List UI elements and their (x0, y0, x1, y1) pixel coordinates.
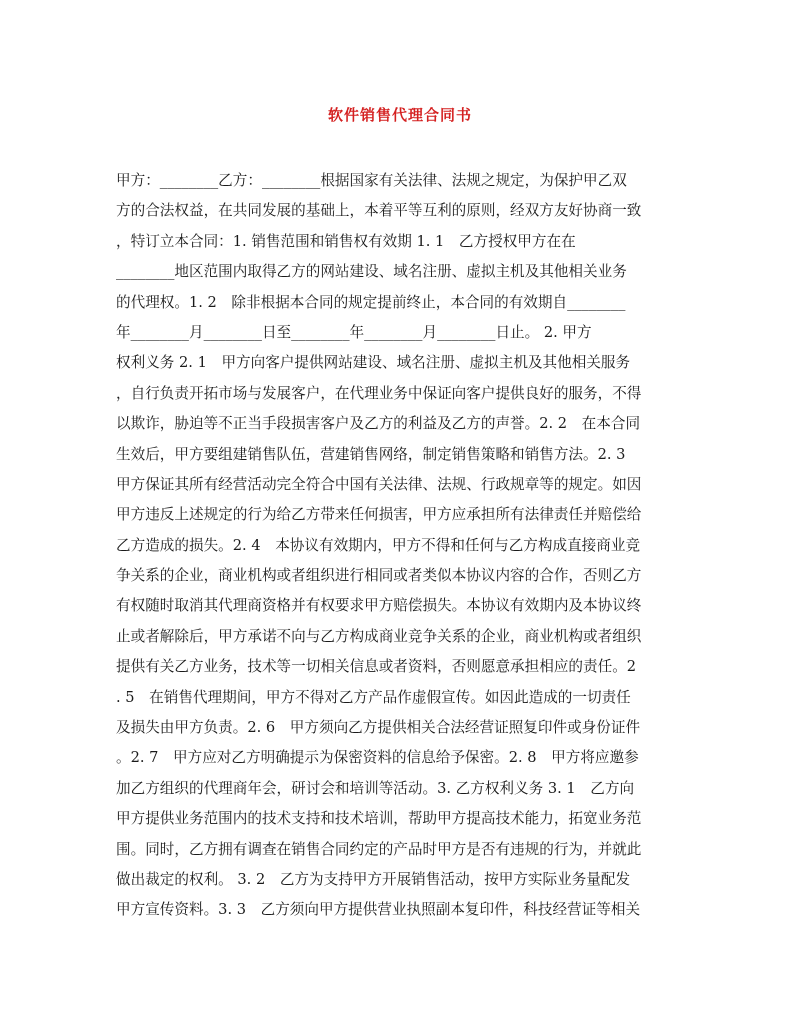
body-line: ，自行负责开拓市场与发展客户，在代理业务中保证向客户提供良好的服务，不得 (116, 384, 642, 402)
body-line: 生效后，甲方要组建销售队伍，营建销售网络，制定销售策略和销售方法。2. 3 (116, 445, 626, 463)
body-line: 加乙方组织的代理商年会，研讨会和培训等活动。3. 乙方权利义务 3. 1 乙方向 (116, 779, 635, 797)
body-line: 的代理权。1. 2 除非根据本合同的规定提前终止，本合同的有效期自________ (116, 293, 626, 311)
body-line: 甲方违反上述规定的行为给乙方带来任何损害，甲方应承担所有法律责任并赔偿给 (116, 506, 642, 524)
body-line: 。2. 7 甲方应对乙方明确提示为保密资料的信息给予保密。2. 8 甲方将应邀参 (116, 749, 639, 767)
body-line: 止或者解除后，甲方承诺不向与乙方构成商业竞争关系的企业，商业机构或者组织 (116, 627, 642, 645)
body-line: 甲方宣传资料。3. 3 乙方须向甲方提供营业执照副本复印件，科技经营证等相关 (116, 901, 641, 919)
document-body (116, 166, 686, 926)
body-line: 做出裁定的权利。 3. 2 乙方为支持甲方开展销售活动，按甲方实际业务量配发 (116, 870, 631, 888)
body-line: 乙方造成的损失。2. 4 本协议有效期内，甲方不得和任何与乙方构成直接商业竞 (116, 536, 641, 554)
body-line: 及损失由甲方负责。2. 6 甲方须向乙方提供相关合法经营证照复印件或身份证件 (116, 719, 641, 737)
body-line: 方的合法权益，在共同发展的基础上，本着平等互利的原则，经双方友好协商一致 (116, 202, 642, 220)
body-line: 有权随时取消其代理商资格并有权要求甲方赔偿损失。本协议有效期内及本协议终 (116, 597, 642, 615)
body-line: 甲方：________乙方：________根据国家有关法律、法规之规定，为保护甲乙双 (116, 172, 627, 189)
body-line: 以欺诈，胁迫等不正当手段损害客户及乙方的利益及乙方的声誉。2. 2 在本合同 (116, 415, 641, 433)
body-line: 年________月________日至________年________月________日止。 2. 甲方 (116, 323, 592, 341)
body-line: 权利义务 2. 1 甲方向客户提供网站建设、域名注册、虚拟主机及其他相关服务 (116, 354, 631, 372)
body-line: . 5 在销售代理期间，甲方不得对乙方产品作虚假宣传。如因此造成的一切责任 (116, 688, 631, 706)
body-line: 提供有关乙方业务，技术等一切相关信息或者资料，否则愿意承担相应的责任。2 (116, 658, 637, 676)
body-line: 争关系的企业，商业机构或者组织进行相同或者类似本协议内容的合作，否则乙方 (116, 567, 642, 585)
document-title: 软件销售代理合同书 (327, 106, 472, 124)
body-line: ，特订立本合同：1. 销售范围和销售权有效期 1. 1 乙方授权甲方在在 (116, 232, 576, 250)
body-line: 围。同时，乙方拥有调查在销售合同约定的产品时甲方是否有违规的行为，并就此 (116, 840, 642, 858)
body-line: 甲方提供业务范围内的技术支持和技术培训，帮助甲方提高技术能力，拓宽业务范 (116, 810, 642, 828)
body-line: ________地区范围内取得乙方的网站建设、域名注册、虚拟主机及其他相关业务 (116, 263, 627, 281)
body-line: 甲方保证其所有经营活动完全符合中国有关法律、法规、行政规章等的规定。如因 (116, 475, 642, 493)
